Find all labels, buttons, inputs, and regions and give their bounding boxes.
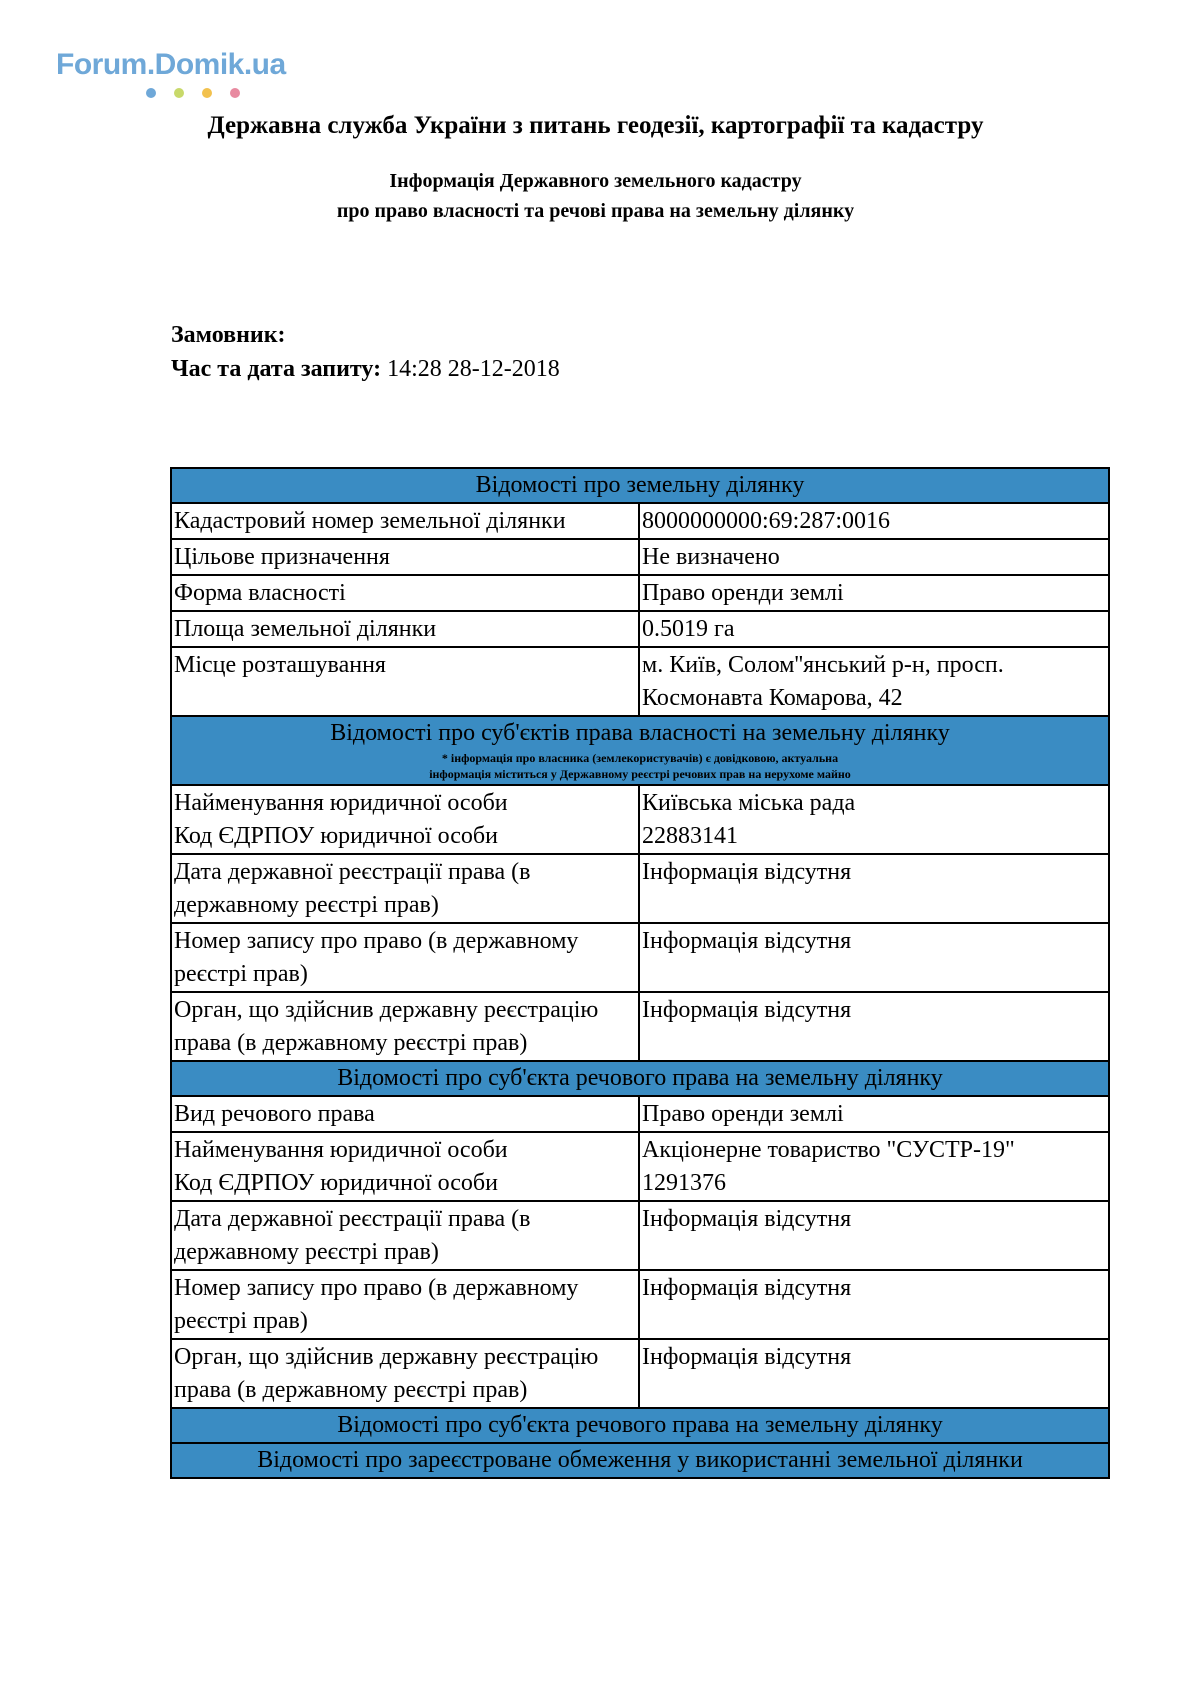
table-row xyxy=(171,1339,1109,1408)
table-row xyxy=(171,992,1109,1061)
logo-dots xyxy=(146,88,246,100)
subtitle-line: Інформація Державного земельного кадастру xyxy=(389,170,802,192)
table-row xyxy=(171,575,1109,611)
row-label: Цільове призначення xyxy=(171,539,639,575)
table-row xyxy=(171,923,1109,992)
row-value: Інформація відсутня xyxy=(639,923,1109,992)
table-row xyxy=(171,503,1109,539)
row-label: Місце розташування xyxy=(171,647,639,716)
row-value xyxy=(639,785,1109,854)
request-time-value: 14:28 28-12-2018 xyxy=(387,356,560,382)
section-title: Відомості про суб'єкта речового права на земельну ділянку xyxy=(171,1061,1109,1096)
section-note xyxy=(172,750,1108,784)
row-label: Номер запису про право (в державному реєстрі прав) xyxy=(171,923,639,992)
row-label: Орган, що здійснив державну реєстрацію права (в державному реєстрі прав) xyxy=(171,992,639,1061)
cadastre-table xyxy=(170,467,1110,1479)
section-title: Відомості про суб'єктів права власності на земельну ділянку xyxy=(330,720,950,746)
request-time-line xyxy=(171,356,560,383)
table-row xyxy=(171,1201,1109,1270)
row-value: 8000000000:69:287:0016 xyxy=(639,503,1109,539)
table-row xyxy=(171,854,1109,923)
row-value: Інформація відсутня xyxy=(639,1201,1109,1270)
logo-dot xyxy=(202,88,212,98)
table-row xyxy=(171,1270,1109,1339)
note-line: інформація міститься у Державному реєстрі речових прав на нерухоме майно xyxy=(429,767,851,781)
row-label: Вид речового права xyxy=(171,1096,639,1132)
section-header-owners xyxy=(171,716,1109,785)
label-line: Найменування юридичної особи xyxy=(174,1137,508,1163)
row-value: Право оренди землі xyxy=(639,1096,1109,1132)
label-line: Код ЄДРПОУ юридичної особи xyxy=(174,823,498,849)
table-row xyxy=(171,647,1109,716)
value-line: 22883141 xyxy=(642,823,738,849)
note-line: * інформація про власника (землекористувачів) є довідковою, актуальна xyxy=(441,751,839,765)
section-title: Відомості про земельну ділянку xyxy=(171,468,1109,503)
table-row xyxy=(171,1132,1109,1201)
logo-dot xyxy=(146,88,156,98)
logo-dot xyxy=(174,88,184,98)
row-label: Орган, що здійснив державну реєстрацію права (в державному реєстрі прав) xyxy=(171,1339,639,1408)
row-value: 0.5019 га xyxy=(639,611,1109,647)
section-header-rights-2 xyxy=(171,1408,1109,1443)
table-row xyxy=(171,785,1109,854)
row-value: Не визначено xyxy=(639,539,1109,575)
table-row xyxy=(171,611,1109,647)
row-label xyxy=(171,1132,639,1201)
row-label: Форма власності xyxy=(171,575,639,611)
logo-dot xyxy=(230,88,240,98)
row-value: Інформація відсутня xyxy=(639,1270,1109,1339)
label-line: Найменування юридичної особи xyxy=(174,790,508,816)
row-label: Кадастровий номер земельної ділянки xyxy=(171,503,639,539)
table-row xyxy=(171,1096,1109,1132)
section-title: Відомості про зареєстроване обмеження у використанні земельної ділянки xyxy=(171,1443,1109,1478)
row-label: Дата державної реєстрації права (в державному реєстрі прав) xyxy=(171,1201,639,1270)
row-label: Площа земельної ділянки xyxy=(171,611,639,647)
row-value xyxy=(639,1132,1109,1201)
section-header-cell xyxy=(171,716,1109,785)
row-label: Дата державної реєстрації права (в державному реєстрі прав) xyxy=(171,854,639,923)
section-header-rights xyxy=(171,1061,1109,1096)
request-time-label: Час та дата запиту: xyxy=(171,356,382,382)
table-row xyxy=(171,539,1109,575)
section-header-restrictions xyxy=(171,1443,1109,1478)
subtitle-line: про право власності та речові права на земельну ділянку xyxy=(336,200,855,222)
agency-title: Державна служба України з питань геодезії, картографії та кадастру xyxy=(207,112,984,139)
row-value: Інформація відсутня xyxy=(639,1339,1109,1408)
value-line: 1291376 xyxy=(642,1170,726,1196)
row-value: Інформація відсутня xyxy=(639,992,1109,1061)
row-value: м. Київ, Солом''янський р-н, просп. Космонавта Комарова, 42 xyxy=(639,647,1109,716)
document-subtitle xyxy=(0,166,1191,226)
value-line: Київська міська рада xyxy=(642,790,856,816)
site-logo[interactable]: Forum.Domik.ua xyxy=(56,48,286,81)
row-value: Інформація відсутня xyxy=(639,854,1109,923)
section-header-land xyxy=(171,468,1109,503)
value-line: Акціонерне товариство "СУСТР-19" xyxy=(642,1137,1015,1163)
label-line: Код ЄДРПОУ юридичної особи xyxy=(174,1170,498,1196)
section-title: Відомості про суб'єкта речового права на земельну ділянку xyxy=(171,1408,1109,1443)
customer-line xyxy=(171,322,286,349)
row-label xyxy=(171,785,639,854)
row-value: Право оренди землі xyxy=(639,575,1109,611)
row-label: Номер запису про право (в державному реєстрі прав) xyxy=(171,1270,639,1339)
customer-label: Замовник: xyxy=(171,322,286,348)
